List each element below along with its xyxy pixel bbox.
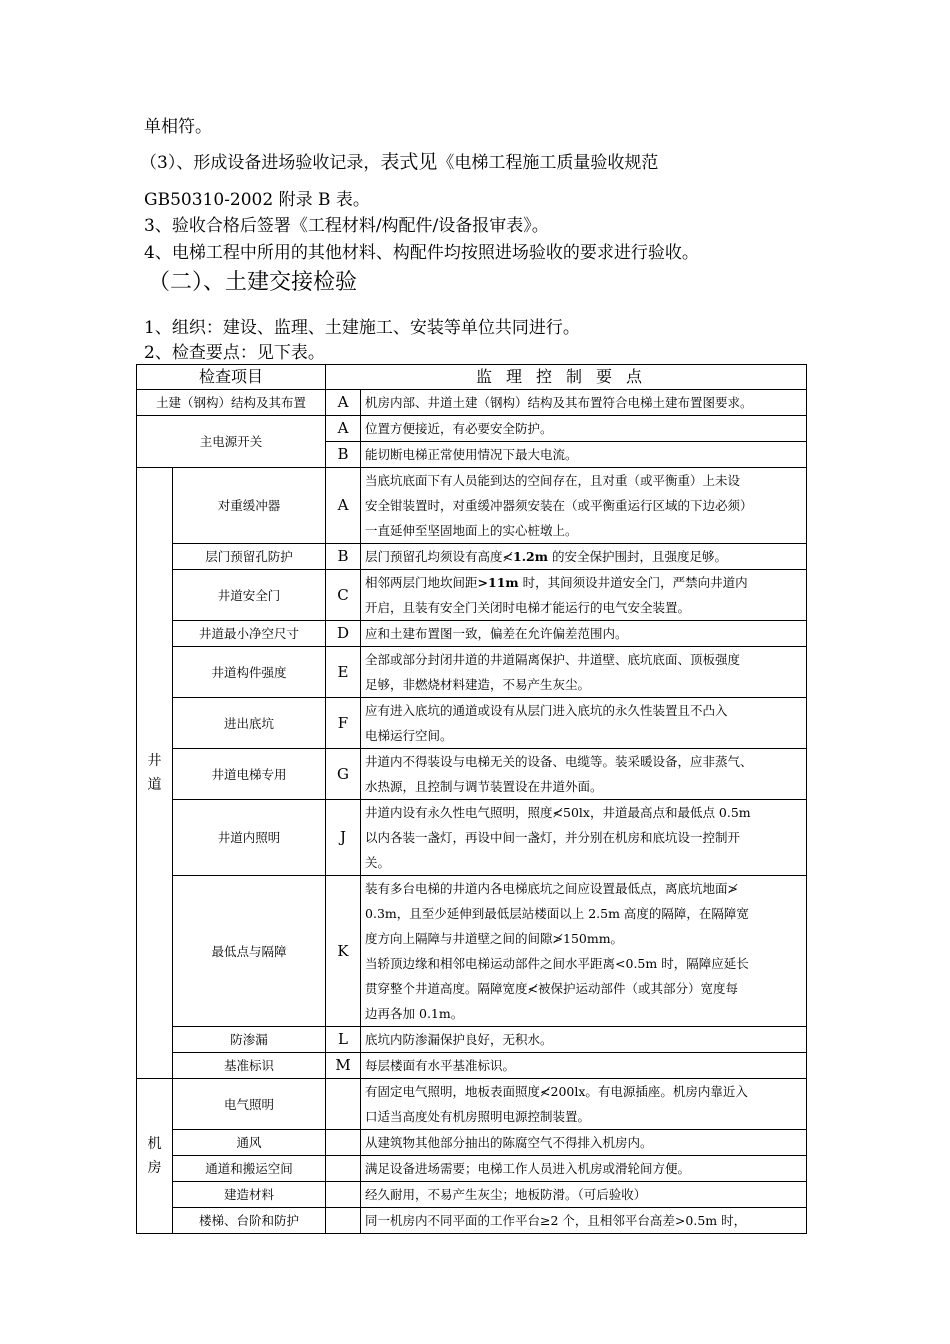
table-row (137, 698, 807, 749)
row-item: 楼梯、台阶和防护 (173, 1208, 326, 1234)
row-desc: 同一机房内不同平面的工作平台≥2 个，且相邻平台高差>0.5m 时， (361, 1208, 807, 1234)
row-item: 井道构件强度 (173, 647, 326, 698)
row-code: A (326, 468, 361, 544)
row-desc: 满足设备进场需要；电梯工作人员进入机房或滑轮间方便。 (361, 1156, 807, 1182)
desc-fragment: 时，其间须设井道安全门，严禁向井道内 (518, 575, 748, 590)
table-row (137, 876, 807, 1027)
group-machine-room (137, 1079, 173, 1234)
row-desc (361, 1079, 807, 1130)
row-code (326, 1182, 361, 1208)
paragraph-line-1: 单相符。 (144, 117, 212, 137)
row-code (326, 1156, 361, 1182)
row-item: 电气照明 (173, 1079, 326, 1130)
row-desc (361, 468, 807, 544)
row-desc: 每层楼面有水平基准标识。 (361, 1053, 807, 1079)
desc-line: 电梯运行空间。 (365, 728, 453, 743)
text-fragment: 表式见 (380, 151, 438, 173)
row-desc: 能切断电梯正常使用情况下最大电流。 (361, 442, 807, 468)
row-code: A (326, 416, 361, 442)
header-item: 检查项目 (137, 365, 326, 390)
row-item: 最低点与隔障 (173, 876, 326, 1027)
row-code: D (326, 621, 361, 647)
desc-line: 安全钳装置时，对重缓冲器须安装在（或平衡重运行区域的下边必须） (365, 498, 753, 513)
desc-line: 井道内设有永久性电气照明，照度≮50lx，井道最高点和最低点 0.5m (365, 805, 751, 820)
row-code: C (326, 570, 361, 621)
row-item: 通道和搬运空间 (173, 1156, 326, 1182)
row-item: 井道电梯专用 (173, 749, 326, 800)
paragraph-line-4: 3、验收合格后签署《工程材料/构配件/设备报审表》。 (144, 216, 549, 236)
row-code (326, 1130, 361, 1156)
row-code: E (326, 647, 361, 698)
table-row (137, 1053, 807, 1079)
paragraph-line-3: GB50310-2002 附录 B 表。 (144, 190, 370, 210)
header-points (326, 365, 807, 390)
table-row (137, 468, 807, 544)
row-code: K (326, 876, 361, 1027)
desc-line: 0.3m，且至少延伸到最低层站楼面以上 2.5m 高度的隔障，在隔障宽 (365, 906, 749, 921)
desc-line: 应有进入底坑的通道或设有从层门进入底坑的永久性装置且不凸入 (365, 703, 728, 718)
desc-line: 水热源，且控制与调节装置设在井道外面。 (365, 779, 603, 794)
table-row (137, 749, 807, 800)
table-row (137, 1156, 807, 1182)
row-desc (361, 544, 807, 570)
table-row (137, 647, 807, 698)
desc-line: 开启，且装有安全门关闭时电梯才能运行的电气安全装置。 (365, 600, 691, 615)
row-item: 进出底坑 (173, 698, 326, 749)
row-item: 土建（钢构）结构及其布置 (137, 390, 326, 416)
table-row (137, 1182, 807, 1208)
row-code: M (326, 1053, 361, 1079)
row-desc (361, 647, 807, 698)
paragraph-line-6: 1、组织：建设、监理、土建施工、安装等单位共同进行。 (144, 318, 580, 338)
row-desc: 从建筑物其他部分抽出的陈腐空气不得排入机房内。 (361, 1130, 807, 1156)
desc-line: 足够，非燃烧材料建造，不易产生灰尘。 (365, 677, 591, 692)
row-code (326, 1208, 361, 1234)
row-desc (361, 698, 807, 749)
text-fragment: 《电梯工程施工质量验收规范 (437, 153, 659, 173)
row-desc (361, 876, 807, 1027)
desc-line: 装有多台电梯的井道内各电梯底坑之间应设置最低点，离底坑地面≯ (365, 881, 738, 896)
row-code: J (326, 800, 361, 876)
desc-line: 全部或部分封闭井道的井道隔离保护、井道壁、底坑底面、顶板强度 (365, 652, 741, 667)
desc-line: 当轿顶边缘和相邻电梯运动部件之间水平距离<0.5m 时，隔障应延长 (365, 956, 749, 971)
row-desc (361, 800, 807, 876)
desc-line: 口适当高度处有机房照明电源控制装置。 (365, 1109, 591, 1124)
row-code: B (326, 544, 361, 570)
desc-line: 井道内不得装设与电梯无关的设备、电缆等。装采暖设备，应非蒸气、 (365, 754, 753, 769)
row-desc: 位置方便接近，有必要安全防护。 (361, 416, 807, 442)
row-item: 层门预留孔防护 (173, 544, 326, 570)
table-row (137, 1208, 807, 1234)
row-code: A (326, 390, 361, 416)
table-header-row (137, 365, 807, 390)
row-code (326, 1079, 361, 1130)
table-row (137, 621, 807, 647)
desc-fragment: 层门预留孔均须设有高度≮ (365, 549, 513, 564)
table-row (137, 1079, 807, 1130)
row-item: 建造材料 (173, 1182, 326, 1208)
row-desc: 经久耐用，不易产生灰尘；地板防滑。（可后验收） (361, 1182, 807, 1208)
row-item: 防渗漏 (173, 1027, 326, 1053)
table-row (137, 570, 807, 621)
desc-bold: >11m (477, 575, 519, 590)
row-desc (361, 749, 807, 800)
row-item: 主电源开关 (137, 416, 326, 468)
paragraph-line-7: 2、检查要点：见下表。 (144, 343, 325, 363)
desc-line: 度方向上隔障与井道壁之间的间隙≯150mm。 (365, 931, 624, 946)
table-row (137, 800, 807, 876)
table-row (137, 1130, 807, 1156)
row-item: 井道最小净空尺寸 (173, 621, 326, 647)
text-fragment: （3）、形成设备进场验收记录， (140, 153, 381, 173)
table-row (137, 544, 807, 570)
paragraph-line-2 (140, 152, 658, 173)
desc-line: 以内各装一盏灯，再设中间一盏灯，并分别在机房和底坑设一控制开 (365, 830, 741, 845)
row-code: G (326, 749, 361, 800)
desc-fragment: 相邻两层门地坎间距 (365, 575, 478, 590)
row-desc: 机房内部、井道土建（钢构）结构及其布置符合电梯土建布置图要求。 (361, 390, 807, 416)
group-shaft (137, 468, 173, 1079)
row-code: B (326, 442, 361, 468)
desc-line: 贯穿整个井道高度。隔障宽度≮被保护运动部件（或其部分）宽度每 (365, 981, 738, 996)
paragraph-line-5: 4、电梯工程中所用的其他材料、构配件均按照进场验收的要求进行验收。 (144, 243, 699, 263)
desc-bold: 1.2m (513, 549, 548, 564)
row-desc (361, 570, 807, 621)
row-code: L (326, 1027, 361, 1053)
table-row (137, 416, 807, 442)
row-desc: 应和土建布置图一致，偏差在允许偏差范围内。 (361, 621, 807, 647)
group-label: 井 道 (147, 753, 162, 793)
desc-line (365, 570, 802, 595)
desc-line: 关。 (365, 855, 391, 870)
row-item: 井道内照明 (173, 800, 326, 876)
table-row (137, 390, 807, 416)
header-points-text: 监理控制要点 (476, 367, 657, 386)
row-code: F (326, 698, 361, 749)
group-label: 机 房 (147, 1136, 162, 1176)
desc-line: 当底坑底面下有人员能到达的空间存在，且对重（或平衡重）上未设 (365, 473, 741, 488)
row-item: 基准标识 (173, 1053, 326, 1079)
desc-fragment: 的安全保护围封，且强度足够。 (547, 549, 727, 564)
row-desc: 底坑内防渗漏保护良好，无积水。 (361, 1027, 807, 1053)
desc-line: 一直延伸至坚固地面上的实心桩墩上。 (365, 523, 578, 538)
row-item: 通风 (173, 1130, 326, 1156)
row-item: 对重缓冲器 (173, 468, 326, 544)
desc-line: 有固定电气照明，地板表面照度≮200lx。有电源插座。机房内靠近入 (365, 1084, 748, 1099)
inspection-table (136, 364, 807, 1234)
row-item: 井道安全门 (173, 570, 326, 621)
section-heading: （二）、土建交接检验 (148, 270, 358, 295)
desc-line: 边再各加 0.1m。 (365, 1006, 464, 1021)
table-row (137, 1027, 807, 1053)
